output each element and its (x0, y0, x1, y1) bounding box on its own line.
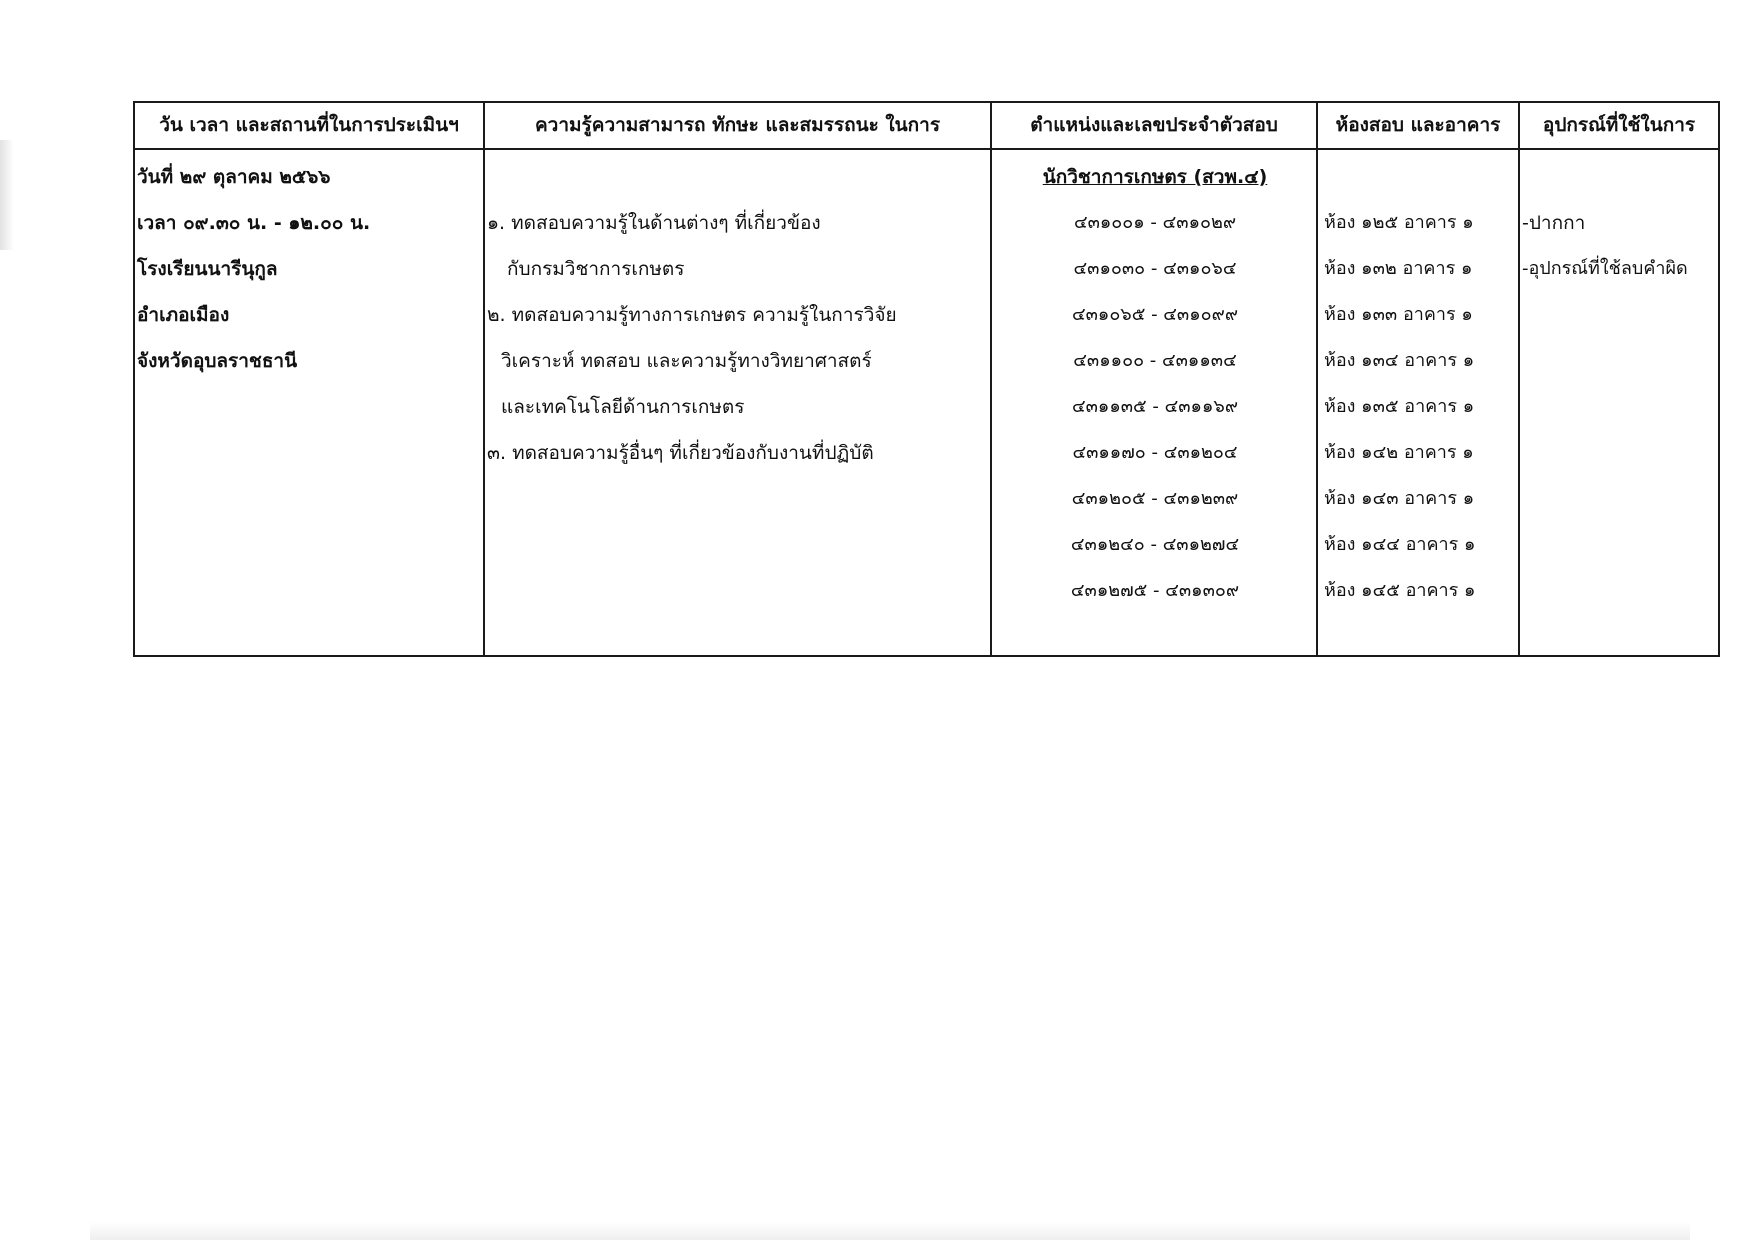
column-divider (483, 103, 485, 655)
id-range: ๔๓๑๒๔๐ - ๔๓๑๒๗๔ (1070, 534, 1240, 555)
id-range: ๔๓๑๒๐๕ - ๔๓๑๒๓๙ (1071, 488, 1239, 509)
exam-room: ห้อง ๑๔๒ อาคาร ๑ (1324, 442, 1474, 463)
exam-room: ห้อง ๑๓๔ อาคาร ๑ (1324, 350, 1475, 371)
equipment-item: -ปากกา (1522, 212, 1586, 234)
id-range: ๔๓๑๐๓๐ - ๔๓๑๐๖๔ (1073, 258, 1237, 279)
exam-room: ห้อง ๑๓๕ อาคาร ๑ (1324, 396, 1475, 417)
scan-shadow-left (0, 140, 14, 250)
header-competency: ความรู้ความสามารถ ทักษะ และสมรรถนะ ในการ (534, 114, 941, 136)
header-position-id: ตำแหน่งและเลขประจำตัวสอบ (1030, 114, 1278, 136)
exam-room: ห้อง ๑๓๓ อาคาร ๑ (1324, 304, 1473, 325)
column-divider (1518, 103, 1520, 655)
header-schedule: วัน เวลา และสถานที่ในการประเมินฯ (159, 114, 459, 136)
subject-line: ๒. ทดสอบความรู้ทางการเกษตร ความรู้ในการวิจัย (487, 304, 897, 326)
exam-room: ห้อง ๑๓๒ อาคาร ๑ (1324, 258, 1473, 279)
exam-room: ห้อง ๑๔๕ อาคาร ๑ (1324, 580, 1476, 601)
id-range: ๔๓๑๐๐๑ - ๔๓๑๐๒๙ (1073, 212, 1237, 233)
exam-room: ห้อง ๑๔๔ อาคาร ๑ (1324, 534, 1476, 555)
id-range: ๔๓๑๒๗๕ - ๔๓๑๓๐๙ (1070, 580, 1240, 601)
exam-room: ห้อง ๑๔๓ อาคาร ๑ (1324, 488, 1475, 509)
exam-province: จังหวัดอุบลราชธานี (137, 350, 298, 372)
subject-line: ๓. ทดสอบความรู้อื่นๆ ที่เกี่ยวข้องกับงานที่ปฏิบัติ (487, 442, 874, 464)
id-range: ๔๓๑๑๐๐ - ๔๓๑๑๓๔ (1073, 350, 1237, 371)
exam-room: ห้อง ๑๒๕ อาคาร ๑ (1324, 212, 1474, 233)
exam-schedule-table (133, 101, 1720, 657)
header-room: ห้องสอบ และอาคาร (1335, 114, 1501, 136)
equipment-item: -อุปกรณ์ที่ใช้ลบคำผิด (1522, 258, 1688, 279)
exam-time: เวลา ๐๙.๓๐ น. - ๑๒.๐๐ น. (137, 212, 371, 234)
header-divider (135, 148, 1718, 150)
subject-line: ๑. ทดสอบความรู้ในด้านต่างๆ ที่เกี่ยวข้อง (487, 212, 821, 234)
header-equipment: อุปกรณ์ที่ใช้ในการ (1542, 114, 1696, 136)
subject-line: กับกรมวิชาการเกษตร (507, 258, 685, 280)
exam-district: อำเภอเมือง (137, 304, 230, 326)
subject-line: และเทคโนโลยีด้านการเกษตร (501, 396, 745, 418)
id-range: ๔๓๑๐๖๕ - ๔๓๑๐๙๙ (1071, 304, 1239, 325)
position-title: นักวิชาการเกษตร (สวพ.๔) (1042, 166, 1268, 188)
exam-venue: โรงเรียนนารีนุกูล (137, 258, 278, 280)
subject-line: วิเคราะห์ ทดสอบ และความรู้ทางวิทยาศาสตร์ (501, 350, 872, 372)
id-range: ๔๓๑๑๓๕ - ๔๓๑๑๖๙ (1071, 396, 1239, 417)
exam-date: วันที่ ๒๙ ตุลาคม ๒๕๖๖ (137, 166, 331, 188)
id-range: ๔๓๑๑๗๐ - ๔๓๑๒๐๔ (1072, 442, 1238, 463)
scan-shadow-bottom (90, 1222, 1690, 1240)
